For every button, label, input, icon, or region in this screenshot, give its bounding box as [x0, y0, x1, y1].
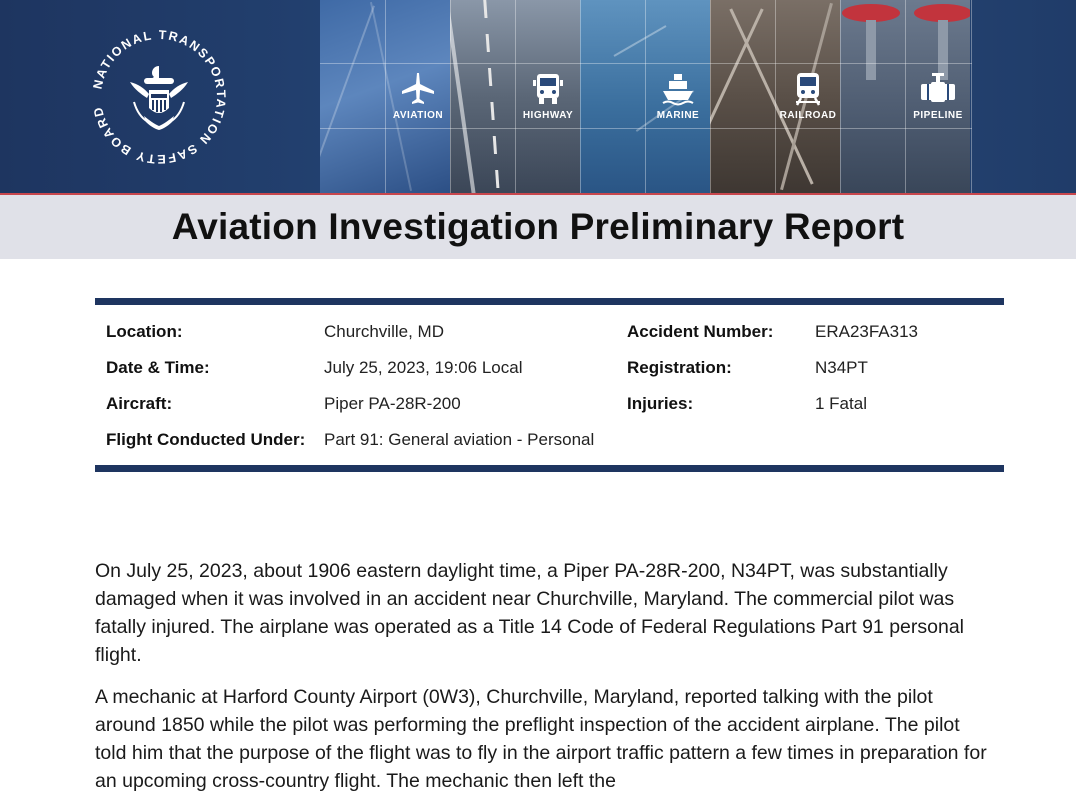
- aircraft-label: Aircraft:: [106, 394, 173, 413]
- mode-label-marine: MARINE: [656, 110, 700, 121]
- airplane-icon: [400, 72, 436, 106]
- registration-value: N34PT: [815, 358, 868, 377]
- aircraft-value: Piper PA-28R-200: [324, 394, 461, 413]
- mode-aviation: [353, 70, 483, 121]
- narrative-paragraph-1: On July 25, 2023, about 1906 eastern daylight time, a Piper PA-28R-200, N34PT, was substantially damaged when it was involved in an accident near Churchville, Maryland. The commercial pilot was fatally injured. The airplane was operated as a Title 14 Code of Federal Regulations Part 91 personal flight.: [95, 560, 964, 666]
- mode-label-aviation: AVIATION: [392, 110, 444, 121]
- ship-icon: [661, 72, 695, 106]
- pipeline-valve-icon: [921, 72, 955, 106]
- accident-number-label: Accident Number:: [627, 322, 774, 341]
- header-banner: [0, 0, 1076, 193]
- date-time-value: July 25, 2023, 19:06 Local: [324, 358, 523, 377]
- narrative-paragraph-2: A mechanic at Harford County Airport (0W3), Churchville, Maryland, reported talking with the pilot around 1850 while the pilot was performing the preflight inspection of the accident airplane. The pilot told him that the purpose of the flight was to fly in the airport traffic pattern a few times in preparation for an upcoming cross-country flight. The mechanic then left the: [95, 686, 987, 792]
- injuries-value: 1 Fatal: [815, 394, 867, 413]
- registration-label: Registration:: [627, 358, 732, 377]
- mode-marine: [613, 70, 743, 121]
- location-value: Churchville, MD: [324, 322, 444, 341]
- mode-label-railroad: RAILROAD: [779, 110, 837, 121]
- location-label: Location:: [106, 322, 183, 341]
- svg-text:NATIONAL TRANSPORTATION SAFETY: NATIONAL TRANSPORTATION SAFETY BOARD: [90, 27, 229, 167]
- injuries-label: Injuries:: [627, 394, 694, 413]
- flight-conducted-label: Flight Conducted Under:: [106, 430, 306, 449]
- date-time-label: Date & Time:: [106, 358, 210, 377]
- report-narrative: [95, 557, 995, 809]
- mode-label-highway: HIGHWAY: [522, 110, 574, 121]
- train-icon: [794, 72, 822, 106]
- truck-icon: [533, 72, 563, 106]
- mode-label-pipeline: PIPELINE: [913, 110, 963, 121]
- table-top-rule: [95, 298, 1004, 305]
- mode-highway: [483, 70, 613, 121]
- accident-number-value: ERA23FA313: [815, 322, 919, 341]
- title-bar: [0, 195, 1076, 259]
- report-info-table: [95, 306, 1004, 466]
- report-title: Aviation Investigation Preliminary Report: [171, 206, 905, 247]
- flight-conducted-value: Part 91: General aviation - Personal: [324, 430, 595, 449]
- table-bottom-rule: [95, 465, 1004, 472]
- ntsb-seal-logo: [86, 24, 232, 170]
- mode-railroad: [743, 70, 873, 121]
- mode-pipeline: [873, 70, 1003, 121]
